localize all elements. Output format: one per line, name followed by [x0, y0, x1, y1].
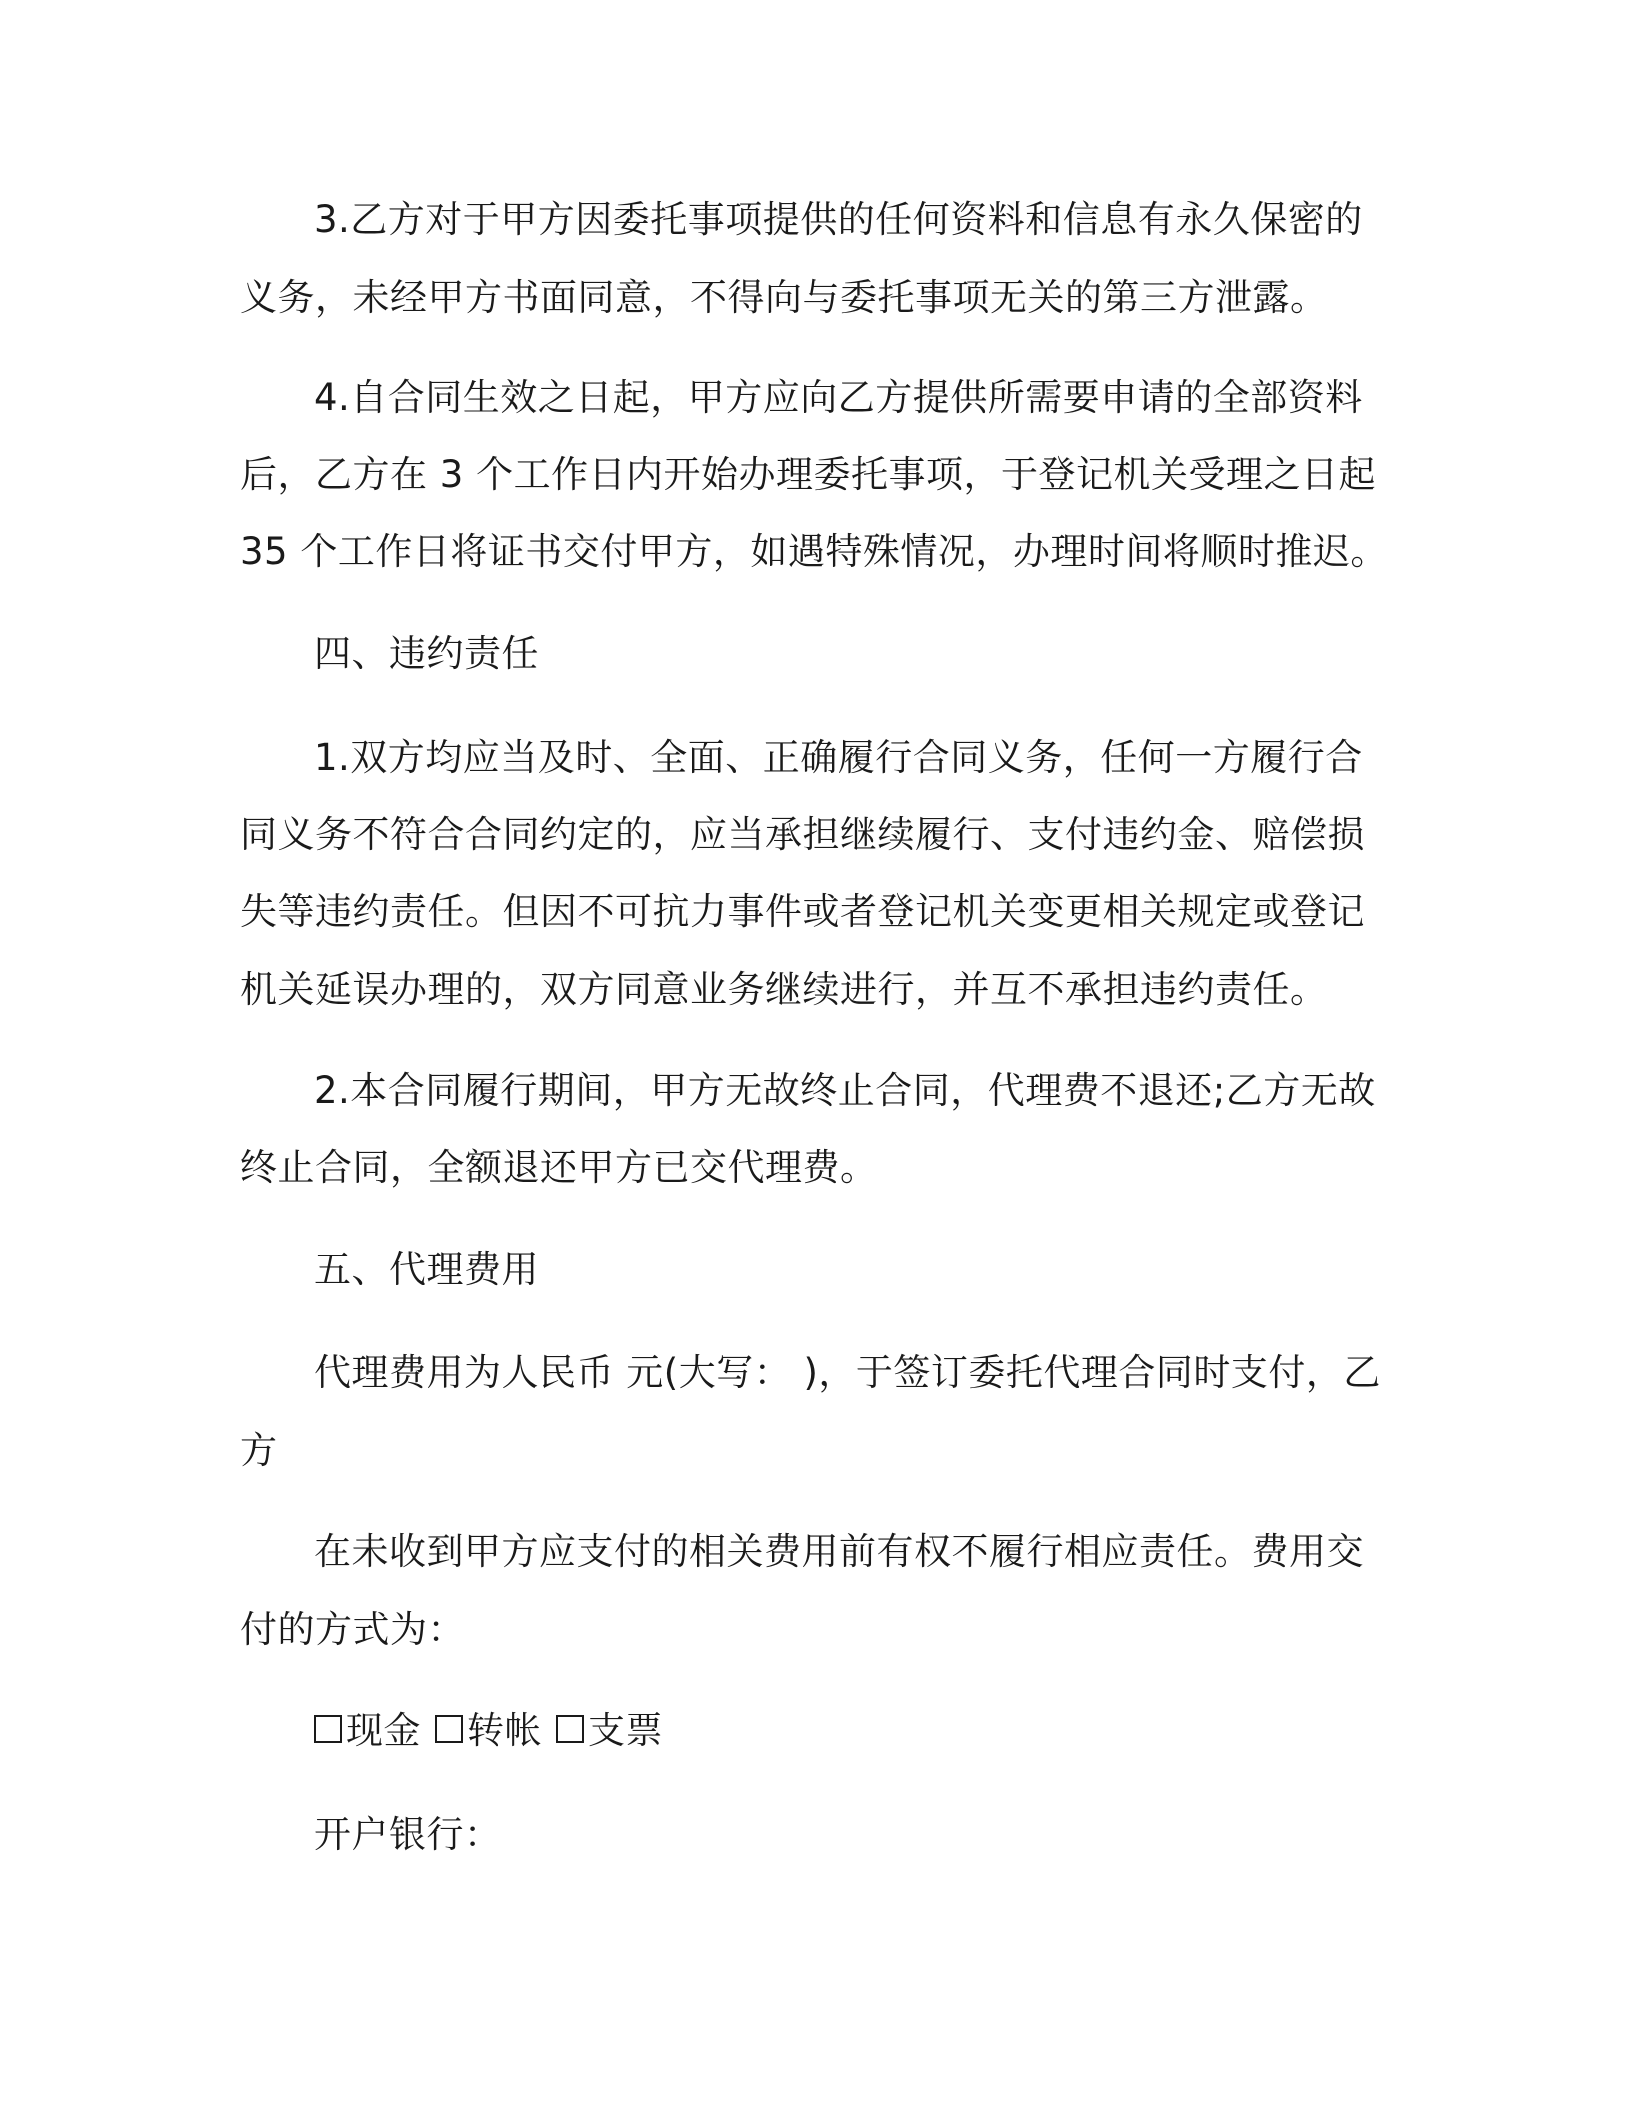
liability-1-line-2: 同义务不符合合同约定的，应当承担继续履行、支付违约金、赔偿损	[240, 813, 1365, 856]
fees-line-2: 方	[240, 1429, 278, 1472]
liability-2-line-1: 2.本合同履行期间，甲方无故终止合同，代理费不退还;乙方无故	[314, 1069, 1376, 1112]
section-heading-liability: 四、违约责任	[314, 632, 539, 675]
section-heading-fees: 五、代理费用	[314, 1248, 539, 1291]
clause-3-line-1: 3.乙方对于甲方因委托事项提供的任何资料和信息有永久保密的	[314, 198, 1363, 241]
payment-line-1: 在未收到甲方应支付的相关费用前有权不履行相应责任。费用交	[314, 1530, 1364, 1573]
clause-3-line-2: 义务，未经甲方书面同意，不得向与委托事项无关的第三方泄露。	[240, 276, 1328, 319]
bank-label: 开户银行：	[314, 1813, 502, 1856]
liability-2-line-2: 终止合同，全额退还甲方已交代理费。	[240, 1146, 878, 1189]
clause-4-line-2: 后，乙方在 3 个工作日内开始办理委托事项，于登记机关受理之日起	[240, 453, 1377, 496]
checkbox-cheque[interactable]	[556, 1715, 584, 1743]
option-cash-label: 现金	[346, 1709, 421, 1752]
option-cash[interactable]	[314, 1709, 421, 1753]
option-cheque[interactable]	[556, 1709, 663, 1753]
payment-method-options	[314, 1709, 677, 1753]
clause-4-line-3: 35 个工作日将证书交付甲方，如遇特殊情况，办理时间将顺时推迟。	[240, 530, 1388, 573]
option-transfer[interactable]	[435, 1709, 542, 1753]
clause-4-line-1: 4.自合同生效之日起，甲方应向乙方提供所需要申请的全部资料	[314, 376, 1363, 419]
checkbox-cash[interactable]	[314, 1715, 342, 1743]
liability-1-line-3: 失等违约责任。但因不可抗力事件或者登记机关变更相关规定或登记	[240, 890, 1365, 933]
option-cheque-label: 支票	[588, 1709, 663, 1752]
fees-line-1: 代理费用为人民币 元(大写： )，于签订委托代理合同时支付，乙	[314, 1351, 1381, 1394]
payment-line-2: 付的方式为：	[240, 1608, 465, 1651]
checkbox-transfer[interactable]	[435, 1715, 463, 1743]
liability-1-line-1: 1.双方均应当及时、全面、正确履行合同义务，任何一方履行合	[314, 736, 1363, 779]
option-transfer-label: 转帐	[467, 1709, 542, 1752]
liability-1-line-4: 机关延误办理的，双方同意业务继续进行，并互不承担违约责任。	[240, 968, 1328, 1011]
